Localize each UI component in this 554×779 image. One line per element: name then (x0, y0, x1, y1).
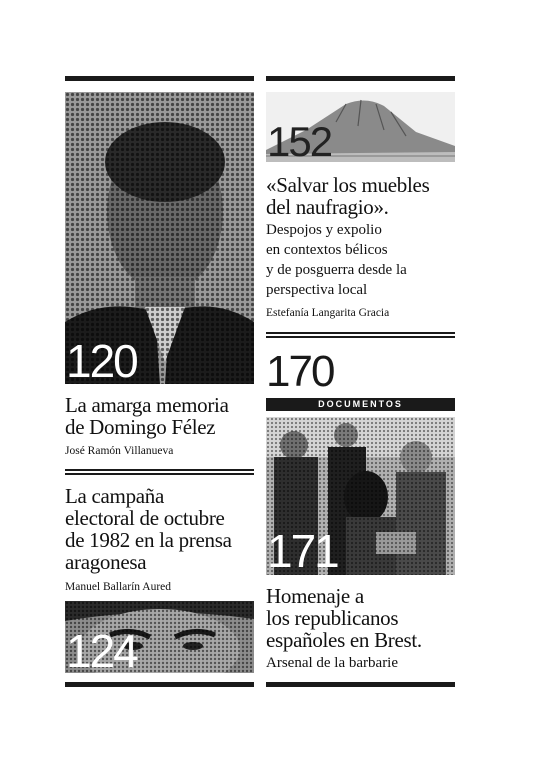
page-number-124: 124 (66, 625, 137, 677)
page-number-120: 120 (66, 335, 137, 387)
title-line: La campaña (65, 484, 165, 508)
section-bar-documentos: DOCUMENTOS (266, 398, 455, 411)
article-title-brest (266, 585, 471, 651)
divider-left-1 (65, 469, 254, 475)
subtitle-line: Despojos y expolio (266, 222, 382, 238)
subtitle-line: en contextos bélicos (266, 242, 388, 258)
article-title-campana (65, 485, 265, 573)
article-title-felez (65, 394, 265, 438)
top-rule-left (65, 76, 254, 81)
article-subtitle-brest: Arsenal de la barbarie (266, 655, 399, 671)
article-title-naufragio (266, 174, 471, 218)
title-line: Homenaje a (266, 584, 364, 608)
subtitle-line: y de posguerra desde la (266, 262, 407, 278)
page-number-171: 171 (267, 525, 338, 577)
bottom-rule-left (65, 682, 254, 687)
title-line: los republicanos (266, 606, 399, 630)
title-line: «Salvar los muebles (266, 173, 430, 197)
subtitle-line: perspectiva local (266, 282, 368, 298)
title-line: aragonesa (65, 550, 147, 574)
divider-right-1 (266, 332, 455, 338)
page-number-170: 170 (266, 347, 334, 396)
title-line: del naufragio». (266, 195, 389, 219)
article-author-ballarin: Manuel Ballarín Aured (65, 581, 172, 593)
article-author-langarita: Estefanía Langarita Gracia (266, 307, 390, 319)
title-line: La amarga memoria (65, 393, 229, 417)
title-line: de Domingo Félez (65, 415, 216, 439)
title-line: de 1982 en la prensa (65, 528, 232, 552)
article-subtitle-naufragio (266, 220, 471, 300)
title-line: españoles en Brest. (266, 628, 422, 652)
bottom-rule-right (266, 682, 455, 687)
title-line: electoral de octubre (65, 506, 225, 530)
page-number-152: 152 (267, 118, 332, 165)
article-author-villanueva: José Ramón Villanueva (65, 445, 174, 457)
top-rule-right (266, 76, 455, 81)
